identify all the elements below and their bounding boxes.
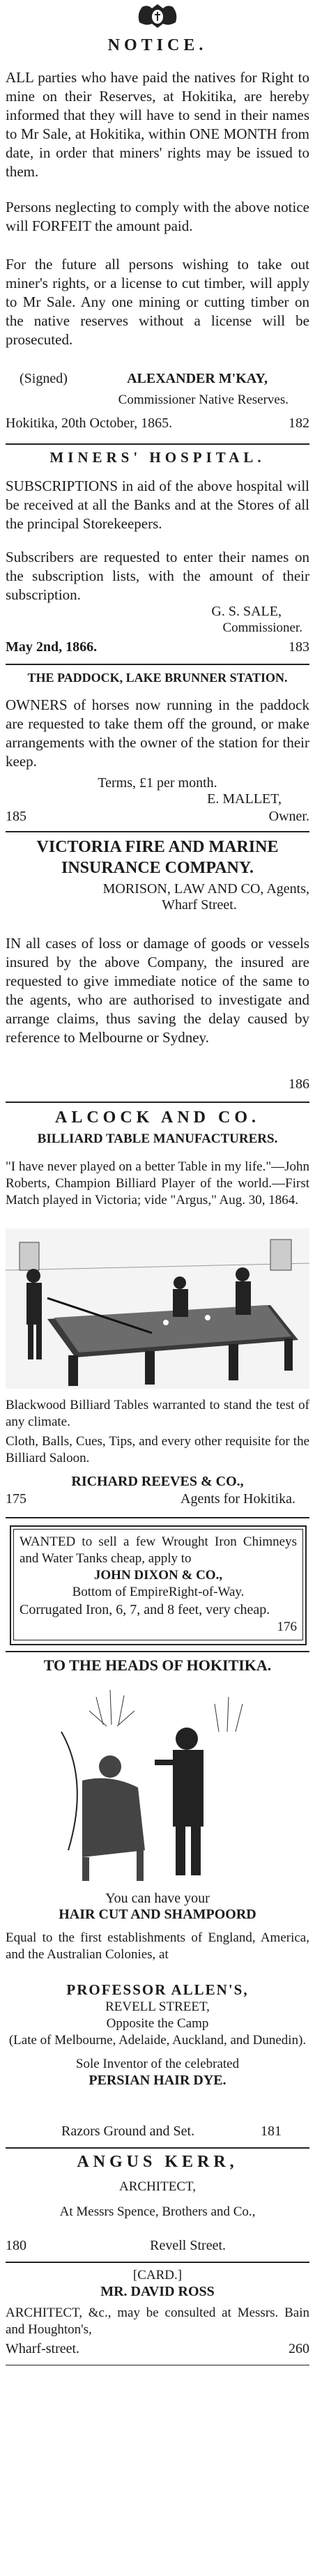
- kerr-number: 180: [6, 2238, 26, 2253]
- hospital-title: MINERS' HOSPITAL.: [49, 449, 266, 466]
- hair-title: TO THE HEADS OF HOKITIKA.: [43, 1656, 272, 1674]
- ross-number: 260: [289, 2341, 309, 2356]
- insurance-address: Wharf Street.: [162, 897, 237, 913]
- kerr-street: Revell Street.: [150, 2238, 226, 2253]
- ross-line-2: Wharf-street.: [6, 2341, 80, 2356]
- divider: [6, 831, 309, 832]
- notice-dateline: Hokitika, 20th October, 1865.: [6, 416, 173, 431]
- wanted-seller: JOHN DIXON & CO.,: [93, 1568, 223, 1583]
- hair-line-1: You can have your: [105, 1891, 210, 1906]
- insurance-title-line-1: VICTORIA FIRE AND MARINE: [36, 838, 279, 856]
- ross-card: [CARD.]: [132, 2268, 183, 2282]
- insurance-number: 186: [289, 1076, 309, 1092]
- hair-late: (Late of Melbourne, Adelaide, Auckland, and Dunedin).: [8, 2033, 307, 2048]
- insurance-agents: MORISON, LAW AND CO, Agents,: [102, 881, 309, 897]
- hospital-para-2: Subscribers are requested to enter their names on the subscription lists, with the amount of their subscription.: [6, 549, 309, 603]
- hair-line-2: HAIR CUT AND SHAMPOORD: [59, 1907, 256, 1922]
- wanted-number: 176: [277, 1619, 297, 1634]
- hospital-number: 183: [289, 639, 309, 655]
- notice-title: NOTICE.: [107, 36, 208, 54]
- kerr-title: ARCHITECT,: [119, 2179, 196, 2194]
- notice-signer-title: Commissioner Native Reserves.: [118, 393, 289, 407]
- divider: [6, 2147, 309, 2149]
- ross-line-1: ARCHITECT, &c., may be consulted at Messrs. Bain and Houghton's,: [6, 2306, 309, 2337]
- hair-dye: PERSIAN HAIR DYE.: [89, 2073, 226, 2088]
- hospital-para-1: SUBSCRIPTIONS in aid of the above hospital will be received at all the Banks and at the Stores of all the principal Storekeepers.: [6, 478, 309, 532]
- billiard-number: 175: [6, 1491, 26, 1507]
- notice-para-1: ALL parties who have paid the natives for Right to mine on their Reserves, at Hokitika, are hereby informed that they will have to send in their names to Mr Sale, at Hokitika, within ONE MONTH from date, in order that miners' rights may be issued to them.: [6, 69, 309, 180]
- billiard-agents: RICHARD REEVES & CO.,: [71, 1474, 244, 1489]
- billiard-para-1: Blackwood Billiard Tables warranted to stand the test of any climate.: [6, 1398, 309, 1429]
- billiard-quote: "I have never played on a better Table in my life."—John Roberts, Champion Billiard Player of the world.—First Match played in Victoria; vide "Argus," Aug. 30, 1864.: [6, 1159, 309, 1207]
- paddock-title: THE PADDOCK, LAKE BRUNNER STATION.: [27, 671, 288, 685]
- paddock-terms: Terms, £1 per month.: [98, 775, 217, 791]
- ross-name: MR. DAVID ROSS: [100, 2284, 215, 2299]
- divider: [6, 2262, 309, 2263]
- paddock-signer-title: Owner.: [268, 809, 309, 824]
- billiard-table-illustration: [6, 1228, 309, 1389]
- hair-illustration: [6, 1683, 309, 1885]
- divider: [6, 1102, 309, 1103]
- notice-para-3: For the future all persons wishing to take out miner's rights, or a license to cut timber, will apply to Mr Sale. Any one mining or cutting timber on the native reserves without a license will be prosecuted.: [6, 256, 309, 348]
- barber-illustration: [6, 1683, 309, 1885]
- hair-inventor: Sole Inventor of the celebrated: [75, 2057, 240, 2071]
- insurance-title-line-2: INSURANCE COMPANY.: [61, 859, 254, 877]
- hair-professor: PROFESSOR ALLEN'S,: [66, 1981, 249, 1998]
- notice-para-2: Persons neglecting to comply with the above notice will FORFEIT the amount paid.: [6, 199, 309, 234]
- wanted-box: [10, 1525, 307, 1645]
- billiard-agents-title: Agents for Hokitika.: [180, 1491, 295, 1507]
- insurance-para-1: IN all cases of loss or damage of goods or vessels insured by the above Company, the insured are requested to give immediate notice of the same to the agents, who are authorised to investigate and arrange claims, thus saving the delay caused by reference to Melbourne or Sydney.: [6, 935, 309, 1046]
- hair-razors: Razors Ground and Set.: [61, 2124, 195, 2139]
- divider: [6, 1517, 309, 1518]
- notice-number: 182: [289, 416, 309, 431]
- wanted-para-2: Corrugated Iron, 6, 7, and 8 feet, very cheap.: [20, 1602, 270, 1617]
- kerr-address: At Messrs Spence, Brothers and Co.,: [59, 2204, 256, 2219]
- paddock-para-1: OWNERS of horses now running in the paddock are requested to take them off the ground, or make arrangements with the owner of the station for their keep.: [6, 696, 309, 770]
- hair-para-1: Equal to the first establishments of England, America, and the Australian Colonies, at: [6, 1930, 309, 1962]
- hospital-signer: G. S. SALE,: [211, 604, 282, 619]
- notice-signed-label: (Signed): [20, 371, 68, 386]
- wanted-para-1: WANTED to sell a few Wrought Iron Chimneys and Water Tanks cheap, apply to: [20, 1534, 297, 1566]
- wanted-address: Bottom of EmpireRight-of-Way.: [72, 1585, 245, 1599]
- crest-icon: [6, 3, 309, 31]
- hair-number: 181: [261, 2124, 282, 2139]
- billiard-illustration: [6, 1228, 309, 1389]
- paddock-number: 185: [6, 809, 26, 824]
- divider: [6, 664, 309, 665]
- hair-opposite: Opposite the Camp: [106, 2016, 209, 2031]
- paddock-signer: E. MALLET,: [207, 791, 282, 807]
- billiard-header: ALCOCK AND CO.: [54, 1108, 260, 1127]
- notice-signer: ALEXANDER M'KAY,: [127, 371, 268, 386]
- billiard-para-2: Cloth, Balls, Cues, Tips, and every other requisite for the Billiard Saloon.: [6, 1434, 309, 1465]
- billiard-subheader: BILLIARD TABLE MANUFACTURERS.: [37, 1131, 278, 1146]
- hospital-signer-title: Commissioner.: [222, 620, 302, 635]
- hospital-date: May 2nd, 1866.: [6, 639, 98, 655]
- divider: [6, 1651, 309, 1652]
- kerr-name: ANGUS KERR,: [77, 2153, 238, 2171]
- notice-crest: [6, 3, 309, 31]
- divider: [6, 443, 309, 445]
- hair-street: REVELL STREET,: [105, 1999, 210, 2014]
